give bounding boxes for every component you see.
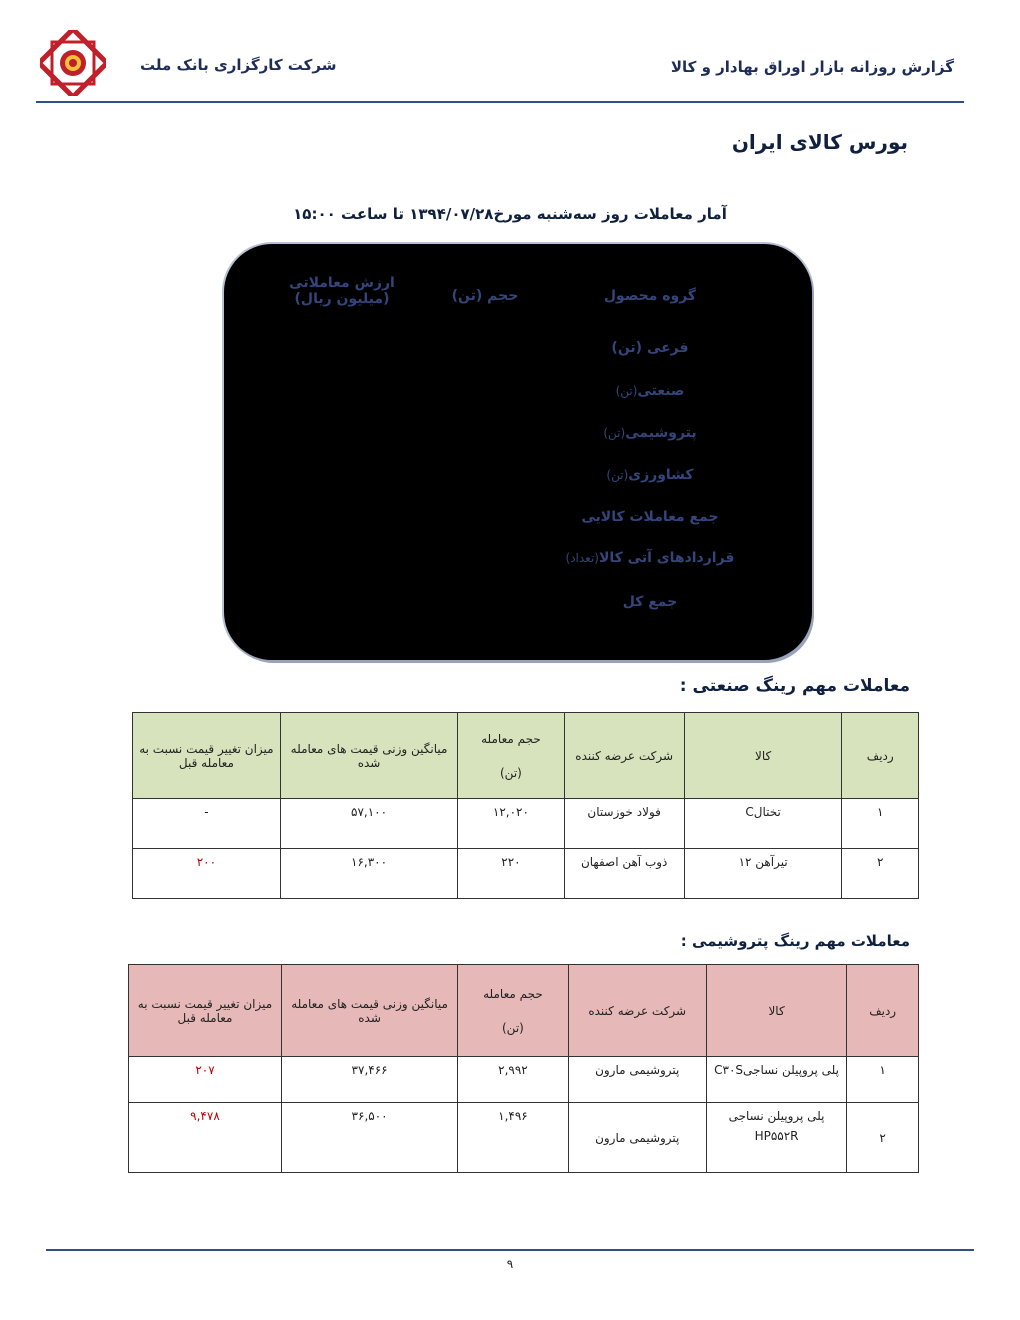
cell-price-change: ۲۰۷ — [129, 1057, 282, 1103]
industrial-table — [132, 712, 919, 899]
summary-header-value-line2: (میلیون ریال) — [294, 291, 390, 307]
summary-header-value-line1: ارزش معاملاتی — [289, 275, 395, 291]
cell-supplier: ذوب آهن اصفهان — [564, 849, 684, 899]
summary-row-label: صنعتی — [637, 383, 685, 399]
cell-commodity-line1: پلی پروپیلن نساجی — [728, 1109, 825, 1123]
cell-row-number: ۱ — [847, 1057, 919, 1103]
header-volume-line1: حجم معامله — [481, 731, 541, 746]
summary-row-label: کشاورزی — [628, 467, 694, 483]
cell-avg-price: ۳۷,۴۶۶ — [281, 1057, 457, 1103]
cell-supplier: پتروشیمی مارون — [568, 1103, 706, 1173]
summary-header-volume: حجم (تن) — [451, 288, 519, 304]
summary-row-unit: (تن) — [615, 384, 638, 398]
table-header-row — [129, 965, 919, 1057]
stats-caption: آمار معاملات روز سه‌شنبه مورخ۱۳۹۴/۰۷/۲۸ تا ساعت ۱۵:۰۰ — [293, 205, 727, 223]
header-supplier: شرکت عرضه کننده — [568, 965, 706, 1057]
footer-divider — [46, 1249, 974, 1251]
cell-price-change: - — [133, 799, 281, 849]
header-price-change: میزان تغییر قیمت نسبت به معامله قبل — [133, 713, 281, 799]
cell-row-number: ۲ — [847, 1103, 919, 1173]
header-volume-line1: حجم معامله — [483, 986, 543, 1001]
header-supplier: شرکت عرضه کننده — [564, 713, 684, 799]
cell-volume: ۲,۹۹۲ — [458, 1057, 568, 1103]
cell-commodity — [706, 1103, 847, 1173]
summary-row — [530, 383, 770, 399]
cell-commodity-line2: HP۵۵۲R — [754, 1129, 799, 1143]
header-price-change: میزان تغییر قیمت نسبت به معامله قبل — [129, 965, 282, 1057]
summary-row — [530, 467, 770, 483]
summary-row — [530, 550, 770, 566]
cell-price-change: ۹,۴۷۸ — [129, 1103, 282, 1173]
header-row-number: ردیف — [842, 713, 919, 799]
header-commodity: کالا — [706, 965, 847, 1057]
cell-price-change: ۲۰۰ — [133, 849, 281, 899]
header-volume — [458, 965, 568, 1057]
summary-row — [530, 594, 770, 610]
petrochemical-section-title: معاملات مهم رینگ پتروشیمی : — [680, 932, 910, 950]
table-row — [133, 799, 919, 849]
cell-commodity: تیرآهن ۱۲ — [684, 849, 842, 899]
summary-row — [530, 340, 770, 356]
table-header-row — [133, 713, 919, 799]
summary-row-unit: (تن) — [603, 426, 626, 440]
cell-avg-price: ۱۶,۳۰۰ — [280, 849, 457, 899]
header-divider — [36, 101, 964, 103]
summary-row-label: فرعی (تن) — [611, 340, 689, 356]
summary-row — [530, 509, 770, 525]
cell-row-number: ۲ — [842, 849, 919, 899]
table-row — [129, 1103, 919, 1173]
bank-mellat-logo-icon — [40, 30, 106, 96]
header-avg-price: میانگین وزنی قیمت های معامله شده — [281, 965, 457, 1057]
cell-avg-price: ۳۶,۵۰۰ — [281, 1103, 457, 1173]
header-volume — [458, 713, 564, 799]
header-commodity: کالا — [684, 713, 842, 799]
cell-volume: ۲۲۰ — [458, 849, 564, 899]
cell-commodity: تختالC — [684, 799, 842, 849]
cell-commodity-line1: پلی پروپیلن نساجیC۳۰S — [714, 1063, 839, 1077]
cell-supplier: فولاد خوزستان — [564, 799, 684, 849]
cell-row-number: ۱ — [842, 799, 919, 849]
table-row — [133, 849, 919, 899]
summary-row-unit: (تن) — [606, 468, 629, 482]
summary-row-label: جمع کل — [622, 594, 678, 610]
summary-header-group: گروه محصول — [603, 288, 697, 304]
header-volume-line2: (تن) — [500, 765, 522, 780]
cell-commodity — [706, 1057, 847, 1103]
summary-row-label: قراردادهای آتی کالا — [598, 550, 735, 566]
header-volume-line2: (تن) — [502, 1020, 524, 1035]
summary-header-value — [272, 275, 412, 307]
cell-volume: ۱۲,۰۲۰ — [458, 799, 564, 849]
broker-name: شرکت کارگزاری بانک ملت — [140, 56, 337, 74]
cell-supplier: پتروشیمی مارون — [568, 1057, 706, 1103]
summary-row-unit: (تعداد) — [565, 551, 599, 565]
page-number: ۹ — [506, 1257, 514, 1271]
header-row-number: ردیف — [847, 965, 919, 1057]
industrial-section-title: معاملات مهم رینگ صنعتی : — [679, 676, 910, 696]
header-avg-price: میانگین وزنی قیمت های معامله شده — [280, 713, 457, 799]
exchange-title: بورس کالای ایران — [731, 130, 908, 154]
table-row — [129, 1057, 919, 1103]
report-title: گزارش روزانه بازار اوراق بهادار و کالا — [670, 58, 954, 76]
summary-row-label: پتروشیمی — [625, 425, 697, 441]
cell-volume: ۱,۴۹۶ — [458, 1103, 568, 1173]
summary-row — [530, 425, 770, 441]
cell-avg-price: ۵۷,۱۰۰ — [280, 799, 457, 849]
petrochemical-table — [128, 964, 919, 1173]
summary-row-label: جمع معاملات کالایی — [581, 509, 719, 525]
